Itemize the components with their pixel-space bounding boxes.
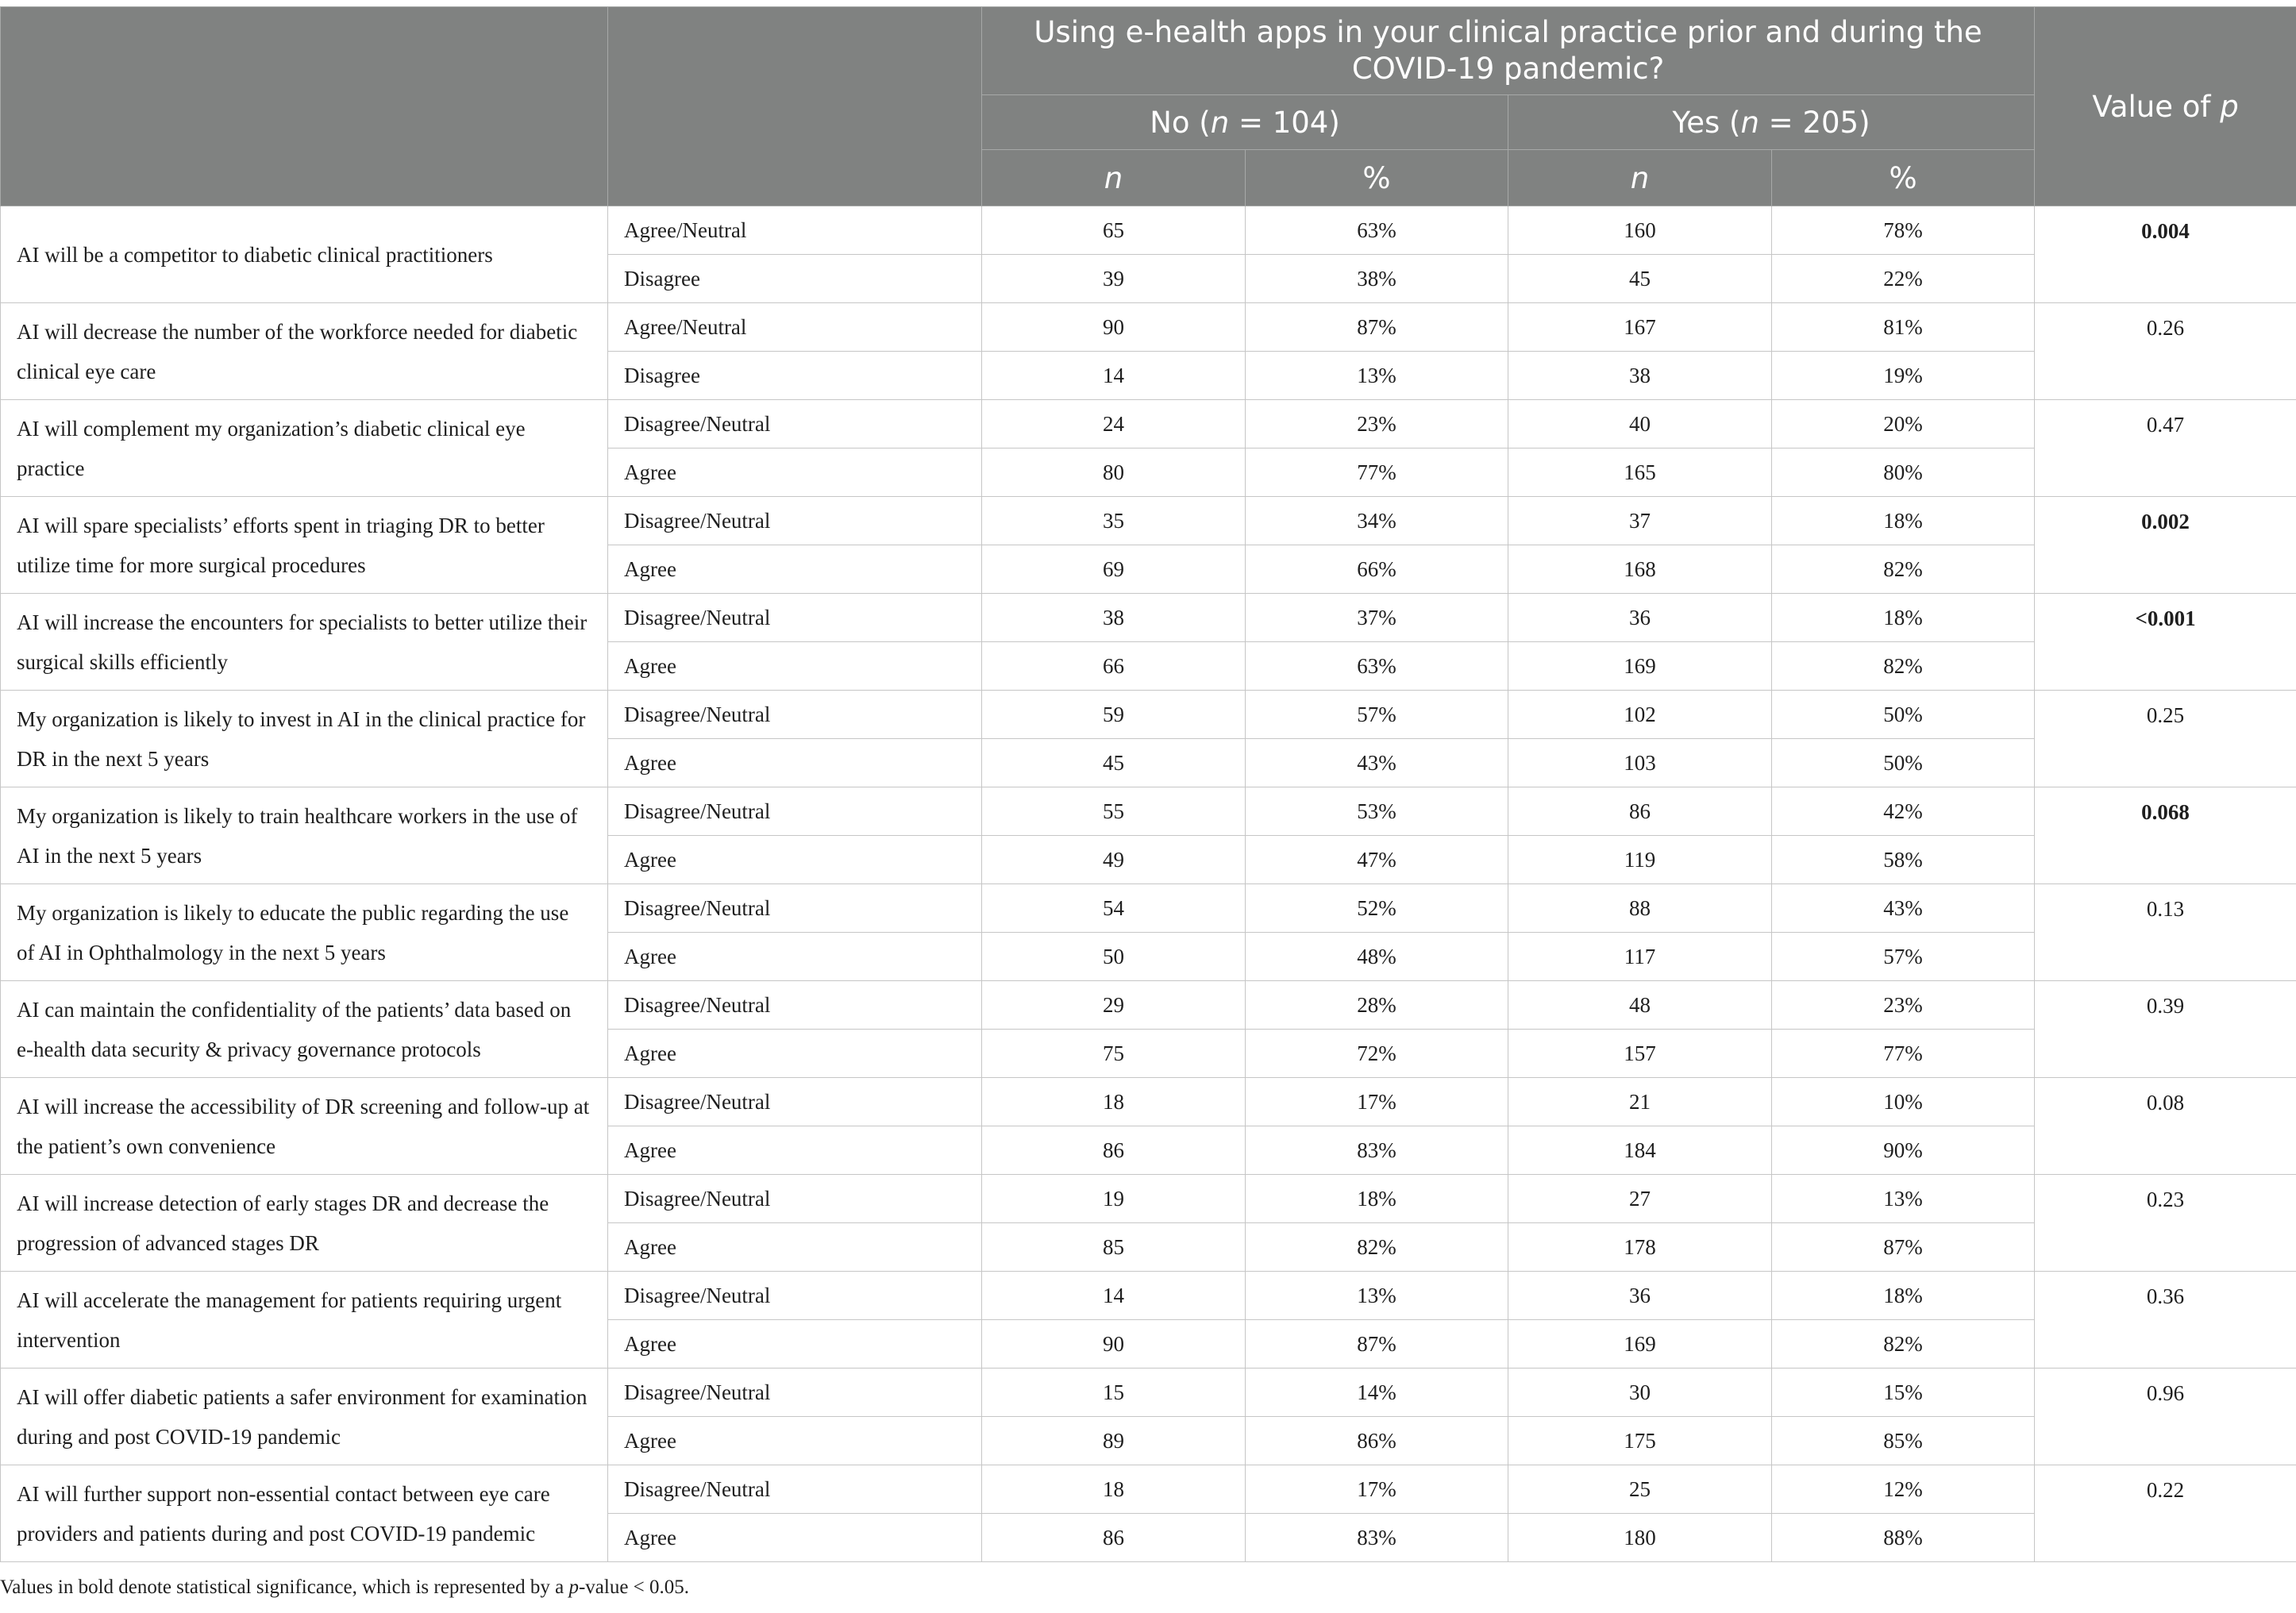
no-n-cell: 50 xyxy=(982,933,1246,981)
response-label: Agree xyxy=(608,739,982,787)
response-label: Agree xyxy=(608,1417,982,1465)
table-container xyxy=(0,6,2296,1562)
statement-cell: AI will increase detection of early stages DR and decrease the progression of advanced stages DR xyxy=(1,1175,608,1272)
header-no-prefix: No ( xyxy=(1150,105,1211,140)
table-row xyxy=(1,884,2296,933)
header-yes-n: n xyxy=(1740,105,1759,140)
no-pct-cell: 83% xyxy=(1246,1126,1508,1175)
yes-pct-cell: 77% xyxy=(1772,1030,2035,1078)
response-label: Disagree/Neutral xyxy=(608,594,982,642)
table-row xyxy=(1,497,2296,545)
no-pct-cell: 13% xyxy=(1246,352,1508,400)
p-value-cell: 0.23 xyxy=(2035,1175,2296,1272)
header-blank-response xyxy=(608,7,982,206)
header-no-n: n xyxy=(1210,105,1230,140)
no-pct-cell: 47% xyxy=(1246,836,1508,884)
header-no-n-col: n xyxy=(982,150,1246,206)
no-pct-cell: 38% xyxy=(1246,255,1508,303)
p-value-cell: 0.068 xyxy=(2035,787,2296,884)
table-body xyxy=(1,206,2296,1562)
yes-pct-cell: 82% xyxy=(1772,642,2035,691)
no-n-cell: 49 xyxy=(982,836,1246,884)
yes-n-cell: 40 xyxy=(1508,400,1772,448)
no-n-cell: 38 xyxy=(982,594,1246,642)
yes-n-cell: 160 xyxy=(1508,206,1772,255)
no-pct-cell: 17% xyxy=(1246,1078,1508,1126)
statement-cell: AI will complement my organization’s diabetic clinical eye practice xyxy=(1,400,608,497)
statement-cell: AI will decrease the number of the workforce needed for diabetic clinical eye care xyxy=(1,303,608,400)
no-n-cell: 19 xyxy=(982,1175,1246,1223)
yes-pct-cell: 50% xyxy=(1772,691,2035,739)
yes-pct-cell: 85% xyxy=(1772,1417,2035,1465)
statement-cell: AI will spare specialists’ efforts spent in triaging DR to better utilize time for more surgical procedures xyxy=(1,497,608,594)
header-pvalue-prefix: Value of xyxy=(2092,89,2221,124)
no-n-cell: 59 xyxy=(982,691,1246,739)
statement-cell: AI will accelerate the management for patients requiring urgent intervention xyxy=(1,1272,608,1369)
p-value-cell: 0.08 xyxy=(2035,1078,2296,1175)
yes-pct-cell: 10% xyxy=(1772,1078,2035,1126)
yes-n-cell: 184 xyxy=(1508,1126,1772,1175)
no-n-cell: 15 xyxy=(982,1369,1246,1417)
no-n-cell: 86 xyxy=(982,1126,1246,1175)
header-no-group xyxy=(982,95,1508,150)
no-n-cell: 89 xyxy=(982,1417,1246,1465)
no-n-cell: 90 xyxy=(982,1320,1246,1369)
no-n-cell: 85 xyxy=(982,1223,1246,1272)
yes-n-cell: 21 xyxy=(1508,1078,1772,1126)
yes-pct-cell: 18% xyxy=(1772,1272,2035,1320)
yes-n-cell: 175 xyxy=(1508,1417,1772,1465)
yes-n-cell: 38 xyxy=(1508,352,1772,400)
no-pct-cell: 63% xyxy=(1246,642,1508,691)
response-label: Disagree/Neutral xyxy=(608,1369,982,1417)
no-pct-cell: 77% xyxy=(1246,448,1508,497)
yes-n-cell: 157 xyxy=(1508,1030,1772,1078)
response-label: Disagree/Neutral xyxy=(608,981,982,1030)
header-no-pct-col: % xyxy=(1246,150,1508,206)
statement-cell: AI will further support non-essential contact between eye care providers and patients during and post COVID-19 pandemic xyxy=(1,1465,608,1562)
p-value-cell: 0.22 xyxy=(2035,1465,2296,1562)
no-n-cell: 80 xyxy=(982,448,1246,497)
no-n-cell: 54 xyxy=(982,884,1246,933)
yes-n-cell: 102 xyxy=(1508,691,1772,739)
yes-pct-cell: 18% xyxy=(1772,594,2035,642)
p-value-cell: 0.13 xyxy=(2035,884,2296,981)
no-pct-cell: 14% xyxy=(1246,1369,1508,1417)
survey-results-table xyxy=(0,6,2296,1562)
yes-pct-cell: 13% xyxy=(1772,1175,2035,1223)
header-pvalue-p: p xyxy=(2220,89,2239,124)
table-row xyxy=(1,1272,2296,1320)
response-label: Disagree/Neutral xyxy=(608,884,982,933)
table-row xyxy=(1,1078,2296,1126)
table-header xyxy=(1,7,2296,206)
response-label: Disagree/Neutral xyxy=(608,497,982,545)
footnote-p: p xyxy=(568,1576,579,1598)
yes-n-cell: 37 xyxy=(1508,497,1772,545)
no-pct-cell: 82% xyxy=(1246,1223,1508,1272)
statement-cell: My organization is likely to invest in AI in the clinical practice for DR in the next 5 years xyxy=(1,691,608,787)
table-row xyxy=(1,206,2296,255)
yes-n-cell: 88 xyxy=(1508,884,1772,933)
yes-n-cell: 27 xyxy=(1508,1175,1772,1223)
statement-cell: AI will be a competitor to diabetic clinical practitioners xyxy=(1,206,608,303)
no-n-cell: 69 xyxy=(982,545,1246,594)
header-yes-pct-col: % xyxy=(1772,150,2035,206)
no-n-cell: 14 xyxy=(982,352,1246,400)
no-n-cell: 18 xyxy=(982,1078,1246,1126)
response-label: Disagree xyxy=(608,352,982,400)
yes-n-cell: 103 xyxy=(1508,739,1772,787)
table-row xyxy=(1,787,2296,836)
yes-n-cell: 36 xyxy=(1508,1272,1772,1320)
statement-cell: My organization is likely to train healthcare workers in the use of AI in the next 5 years xyxy=(1,787,608,884)
header-yes-suffix: = 205) xyxy=(1759,105,1870,140)
response-label: Disagree/Neutral xyxy=(608,1175,982,1223)
no-n-cell: 24 xyxy=(982,400,1246,448)
response-label: Disagree/Neutral xyxy=(608,787,982,836)
yes-pct-cell: 57% xyxy=(1772,933,2035,981)
yes-pct-cell: 80% xyxy=(1772,448,2035,497)
no-pct-cell: 43% xyxy=(1246,739,1508,787)
header-yes-n-col: n xyxy=(1508,150,1772,206)
yes-n-cell: 167 xyxy=(1508,303,1772,352)
yes-n-cell: 178 xyxy=(1508,1223,1772,1272)
yes-pct-cell: 20% xyxy=(1772,400,2035,448)
statement-cell: AI will offer diabetic patients a safer environment for examination during and post COVID-19 pandemic xyxy=(1,1369,608,1465)
no-n-cell: 39 xyxy=(982,255,1246,303)
yes-n-cell: 45 xyxy=(1508,255,1772,303)
response-label: Disagree/Neutral xyxy=(608,1465,982,1514)
yes-n-cell: 165 xyxy=(1508,448,1772,497)
table-row xyxy=(1,691,2296,739)
yes-pct-cell: 82% xyxy=(1772,545,2035,594)
yes-n-cell: 86 xyxy=(1508,787,1772,836)
no-pct-cell: 34% xyxy=(1246,497,1508,545)
yes-pct-cell: 43% xyxy=(1772,884,2035,933)
yes-pct-cell: 42% xyxy=(1772,787,2035,836)
response-label: Disagree xyxy=(608,255,982,303)
statement-cell: AI will increase the accessibility of DR screening and follow-up at the patient’s own convenience xyxy=(1,1078,608,1175)
p-value-cell: 0.004 xyxy=(2035,206,2296,303)
no-pct-cell: 37% xyxy=(1246,594,1508,642)
no-pct-cell: 13% xyxy=(1246,1272,1508,1320)
yes-pct-cell: 88% xyxy=(1772,1514,2035,1562)
header-yes-prefix: Yes ( xyxy=(1672,105,1741,140)
yes-pct-cell: 12% xyxy=(1772,1465,2035,1514)
response-label: Agree xyxy=(608,448,982,497)
p-value-cell: 0.39 xyxy=(2035,981,2296,1078)
p-value-cell: <0.001 xyxy=(2035,594,2296,691)
yes-pct-cell: 81% xyxy=(1772,303,2035,352)
yes-n-cell: 180 xyxy=(1508,1514,1772,1562)
footnote-post: -value < 0.05. xyxy=(578,1576,690,1598)
yes-pct-cell: 78% xyxy=(1772,206,2035,255)
yes-n-cell: 30 xyxy=(1508,1369,1772,1417)
header-no-suffix: = 104) xyxy=(1229,105,1340,140)
no-n-cell: 29 xyxy=(982,981,1246,1030)
yes-n-cell: 119 xyxy=(1508,836,1772,884)
yes-pct-cell: 18% xyxy=(1772,497,2035,545)
table-row xyxy=(1,1369,2296,1417)
no-n-cell: 45 xyxy=(982,739,1246,787)
yes-n-cell: 169 xyxy=(1508,642,1772,691)
response-label: Disagree/Neutral xyxy=(608,400,982,448)
no-pct-cell: 48% xyxy=(1246,933,1508,981)
yes-pct-cell: 87% xyxy=(1772,1223,2035,1272)
p-value-cell: 0.47 xyxy=(2035,400,2296,497)
yes-pct-cell: 90% xyxy=(1772,1126,2035,1175)
response-label: Agree/Neutral xyxy=(608,206,982,255)
header-blank-statement xyxy=(1,7,608,206)
no-pct-cell: 83% xyxy=(1246,1514,1508,1562)
yes-n-cell: 36 xyxy=(1508,594,1772,642)
response-label: Agree xyxy=(608,836,982,884)
table-row xyxy=(1,400,2296,448)
yes-n-cell: 25 xyxy=(1508,1465,1772,1514)
yes-n-cell: 168 xyxy=(1508,545,1772,594)
no-pct-cell: 18% xyxy=(1246,1175,1508,1223)
no-n-cell: 86 xyxy=(982,1514,1246,1562)
table-row xyxy=(1,981,2296,1030)
header-group-title: Using e-health apps in your clinical practice prior and during the COVID-19 pandemic? xyxy=(982,7,2035,95)
response-label: Agree xyxy=(608,933,982,981)
yes-pct-cell: 22% xyxy=(1772,255,2035,303)
no-pct-cell: 87% xyxy=(1246,303,1508,352)
no-pct-cell: 23% xyxy=(1246,400,1508,448)
table-row xyxy=(1,303,2296,352)
no-pct-cell: 28% xyxy=(1246,981,1508,1030)
yes-pct-cell: 19% xyxy=(1772,352,2035,400)
response-label: Disagree/Neutral xyxy=(608,1078,982,1126)
response-label: Agree xyxy=(608,545,982,594)
response-label: Disagree/Neutral xyxy=(608,1272,982,1320)
response-label: Agree xyxy=(608,642,982,691)
no-pct-cell: 87% xyxy=(1246,1320,1508,1369)
response-label: Agree xyxy=(608,1223,982,1272)
header-yes-group xyxy=(1508,95,2035,150)
statement-cell: My organization is likely to educate the public regarding the use of AI in Ophthalmology in the next 5 years xyxy=(1,884,608,981)
no-pct-cell: 53% xyxy=(1246,787,1508,836)
response-label: Agree xyxy=(608,1126,982,1175)
footnote-pre: Values in bold denote statistical significance, which is represented by a xyxy=(0,1576,569,1598)
response-label: Agree xyxy=(608,1030,982,1078)
footnote xyxy=(0,1576,689,1599)
response-label: Agree xyxy=(608,1514,982,1562)
no-pct-cell: 72% xyxy=(1246,1030,1508,1078)
table-row xyxy=(1,1175,2296,1223)
yes-n-cell: 117 xyxy=(1508,933,1772,981)
statement-cell: AI will increase the encounters for specialists to better utilize their surgical skills efficiently xyxy=(1,594,608,691)
yes-pct-cell: 58% xyxy=(1772,836,2035,884)
no-pct-cell: 57% xyxy=(1246,691,1508,739)
yes-pct-cell: 23% xyxy=(1772,981,2035,1030)
no-n-cell: 66 xyxy=(982,642,1246,691)
p-value-cell: 0.96 xyxy=(2035,1369,2296,1465)
no-pct-cell: 86% xyxy=(1246,1417,1508,1465)
response-label: Agree/Neutral xyxy=(608,303,982,352)
no-n-cell: 35 xyxy=(982,497,1246,545)
table-row xyxy=(1,594,2296,642)
yes-pct-cell: 15% xyxy=(1772,1369,2035,1417)
p-value-cell: 0.25 xyxy=(2035,691,2296,787)
p-value-cell: 0.002 xyxy=(2035,497,2296,594)
p-value-cell: 0.26 xyxy=(2035,303,2296,400)
statement-cell: AI can maintain the confidentiality of the patients’ data based on e-health data security & privacy governance protocols xyxy=(1,981,608,1078)
no-n-cell: 65 xyxy=(982,206,1246,255)
no-n-cell: 14 xyxy=(982,1272,1246,1320)
no-pct-cell: 63% xyxy=(1246,206,1508,255)
response-label: Agree xyxy=(608,1320,982,1369)
yes-n-cell: 169 xyxy=(1508,1320,1772,1369)
p-value-cell: 0.36 xyxy=(2035,1272,2296,1369)
response-label: Disagree/Neutral xyxy=(608,691,982,739)
no-pct-cell: 17% xyxy=(1246,1465,1508,1514)
no-n-cell: 75 xyxy=(982,1030,1246,1078)
no-n-cell: 18 xyxy=(982,1465,1246,1514)
yes-pct-cell: 82% xyxy=(1772,1320,2035,1369)
no-pct-cell: 52% xyxy=(1246,884,1508,933)
no-n-cell: 90 xyxy=(982,303,1246,352)
table-row xyxy=(1,1465,2296,1514)
yes-pct-cell: 50% xyxy=(1772,739,2035,787)
yes-n-cell: 48 xyxy=(1508,981,1772,1030)
no-n-cell: 55 xyxy=(982,787,1246,836)
header-pvalue xyxy=(2035,7,2296,206)
no-pct-cell: 66% xyxy=(1246,545,1508,594)
